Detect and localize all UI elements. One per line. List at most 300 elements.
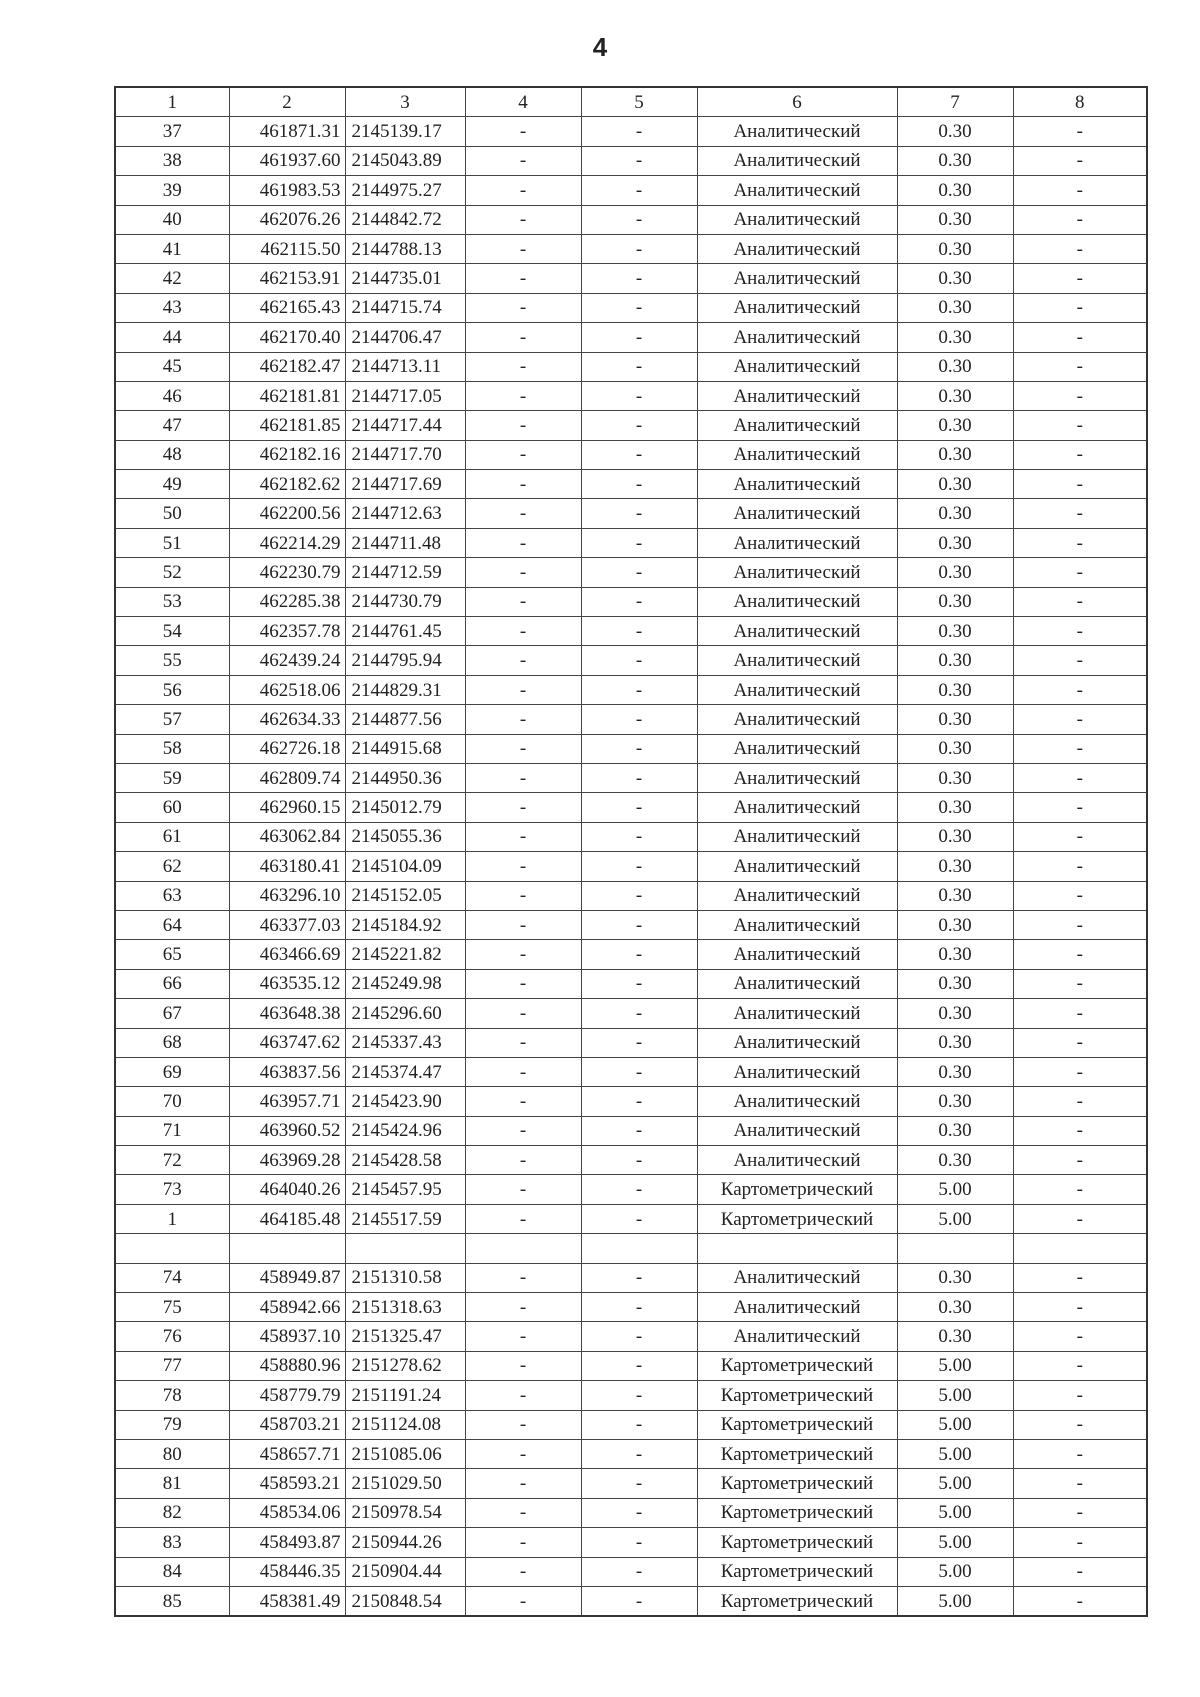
- table-cell: 2150978.54: [345, 1498, 465, 1527]
- table-row: [115, 293, 1147, 322]
- table-cell: 462182.47: [229, 352, 345, 381]
- table-row: [115, 1175, 1147, 1204]
- table-row: [115, 1293, 1147, 1322]
- table-cell: 463466.69: [229, 940, 345, 969]
- table-cell: -: [1013, 969, 1147, 998]
- table-cell: 2150904.44: [345, 1557, 465, 1586]
- table-cell: Аналитический: [697, 1146, 897, 1175]
- table-cell: 2144788.13: [345, 234, 465, 263]
- table-cell: Аналитический: [697, 381, 897, 410]
- table-row: [115, 146, 1147, 175]
- table-cell: 2151191.24: [345, 1381, 465, 1410]
- table-cell: Аналитический: [697, 1293, 897, 1322]
- table-cell: 2144706.47: [345, 323, 465, 352]
- table-cell: 2144829.31: [345, 675, 465, 704]
- table-cell: 0.30: [897, 734, 1013, 763]
- table-cell: 5.00: [897, 1204, 1013, 1233]
- table-cell: -: [1013, 1087, 1147, 1116]
- table-cell: 0.30: [897, 264, 1013, 293]
- table-cell: -: [581, 1028, 697, 1057]
- table-cell: 462439.24: [229, 646, 345, 675]
- table-cell: 0.30: [897, 528, 1013, 557]
- table-cell: 463062.84: [229, 822, 345, 851]
- table-cell: -: [465, 675, 581, 704]
- table-row: [115, 734, 1147, 763]
- table-row: [115, 1322, 1147, 1351]
- table-cell: [581, 1234, 697, 1263]
- table-cell: -: [1013, 411, 1147, 440]
- table-cell: 2145424.96: [345, 1116, 465, 1145]
- table-cell: -: [1013, 1116, 1147, 1145]
- table-cell: -: [1013, 440, 1147, 469]
- table-cell: 0.30: [897, 763, 1013, 792]
- table-cell: -: [581, 1439, 697, 1468]
- table-cell: 0.30: [897, 146, 1013, 175]
- table-cell: 0.30: [897, 881, 1013, 910]
- table-cell: [345, 1234, 465, 1263]
- table-cell: 462960.15: [229, 793, 345, 822]
- table-cell: [697, 1234, 897, 1263]
- table-row: [115, 675, 1147, 704]
- table-cell: 463837.56: [229, 1057, 345, 1086]
- table-cell: -: [465, 705, 581, 734]
- table-cell: -: [1013, 910, 1147, 939]
- table-cell: Аналитический: [697, 234, 897, 263]
- table-cell: 60: [115, 793, 229, 822]
- table-cell: 46: [115, 381, 229, 410]
- table-cell: 462181.81: [229, 381, 345, 410]
- table-cell: -: [465, 1586, 581, 1616]
- table-cell: -: [465, 1028, 581, 1057]
- table-row: [115, 528, 1147, 557]
- table-cell: 72: [115, 1146, 229, 1175]
- table-cell: 2151278.62: [345, 1351, 465, 1380]
- table-cell: -: [581, 675, 697, 704]
- table-cell: 2144712.63: [345, 499, 465, 528]
- table-cell: 462214.29: [229, 528, 345, 557]
- table-cell: 458657.71: [229, 1439, 345, 1468]
- table-cell: 0.30: [897, 1028, 1013, 1057]
- table-cell: -: [581, 940, 697, 969]
- table-cell: 58: [115, 734, 229, 763]
- table-cell: 70: [115, 1087, 229, 1116]
- table-cell: -: [581, 176, 697, 205]
- table-row: [115, 646, 1147, 675]
- table-cell: -: [465, 440, 581, 469]
- table-row: [115, 499, 1147, 528]
- table-cell: Аналитический: [697, 1087, 897, 1116]
- table-cell: 2145249.98: [345, 969, 465, 998]
- table-cell: -: [581, 1351, 697, 1380]
- table-row: [115, 470, 1147, 499]
- table-cell: -: [581, 440, 697, 469]
- table-cell: [897, 1234, 1013, 1263]
- table-row: [115, 940, 1147, 969]
- table-cell: 2145337.43: [345, 1028, 465, 1057]
- table-cell: 0.30: [897, 617, 1013, 646]
- table-cell: -: [581, 1469, 697, 1498]
- table-cell: -: [465, 1528, 581, 1557]
- table-cell: -: [465, 940, 581, 969]
- table-cell: -: [581, 499, 697, 528]
- table-cell: 461871.31: [229, 117, 345, 146]
- table-cell: 464185.48: [229, 1204, 345, 1233]
- table-cell: -: [581, 1498, 697, 1527]
- table-cell: -: [581, 763, 697, 792]
- table-cell: -: [465, 1322, 581, 1351]
- coordinates-table: [114, 86, 1148, 1617]
- table-cell: -: [1013, 146, 1147, 175]
- table-cell: 2151029.50: [345, 1469, 465, 1498]
- table-cell: 2144950.36: [345, 763, 465, 792]
- table-cell: Аналитический: [697, 1263, 897, 1292]
- table-cell: Аналитический: [697, 499, 897, 528]
- table-row: [115, 910, 1147, 939]
- table-cell: Картометрический: [697, 1351, 897, 1380]
- table-cell: 42: [115, 264, 229, 293]
- table-cell: Картометрический: [697, 1557, 897, 1586]
- table-cell: -: [1013, 763, 1147, 792]
- table-row: [115, 1498, 1147, 1527]
- table-cell: 2145139.17: [345, 117, 465, 146]
- table-cell: -: [1013, 1146, 1147, 1175]
- table-cell: -: [581, 1204, 697, 1233]
- table-cell: Аналитический: [697, 940, 897, 969]
- table-cell: 5.00: [897, 1410, 1013, 1439]
- table-cell: 57: [115, 705, 229, 734]
- table-cell: -: [465, 1146, 581, 1175]
- table-cell: Аналитический: [697, 1116, 897, 1145]
- table-cell: -: [581, 146, 697, 175]
- table-row: [115, 793, 1147, 822]
- table-cell: 2144715.74: [345, 293, 465, 322]
- table-cell: 0.30: [897, 176, 1013, 205]
- table-cell: Картометрический: [697, 1498, 897, 1527]
- table-cell: Аналитический: [697, 293, 897, 322]
- table-cell: 462182.62: [229, 470, 345, 499]
- table-cell: 67: [115, 999, 229, 1028]
- table-cell: Аналитический: [697, 999, 897, 1028]
- table-cell: 462153.91: [229, 264, 345, 293]
- table-cell: -: [1013, 558, 1147, 587]
- table-cell: 2145012.79: [345, 793, 465, 822]
- table-cell: -: [465, 646, 581, 675]
- table-cell: 2144713.11: [345, 352, 465, 381]
- table-cell: -: [1013, 646, 1147, 675]
- table-row: [115, 617, 1147, 646]
- table-row: [115, 1204, 1147, 1233]
- table-cell: 53: [115, 587, 229, 616]
- table-cell: 5.00: [897, 1498, 1013, 1527]
- table-cell: -: [581, 705, 697, 734]
- table-cell: 0.30: [897, 852, 1013, 881]
- table-cell: 2144730.79: [345, 587, 465, 616]
- table-row: [115, 1087, 1147, 1116]
- table-cell: Аналитический: [697, 323, 897, 352]
- table-cell: 2145184.92: [345, 910, 465, 939]
- table-cell: 462285.38: [229, 587, 345, 616]
- table-cell: -: [1013, 999, 1147, 1028]
- table-cell: 462200.56: [229, 499, 345, 528]
- table-cell: 463747.62: [229, 1028, 345, 1057]
- table-row: [115, 999, 1147, 1028]
- table-cell: 0.30: [897, 205, 1013, 234]
- table-cell: 55: [115, 646, 229, 675]
- table-cell: 79: [115, 1410, 229, 1439]
- table-body: [115, 87, 1147, 1616]
- table-cell: -: [1013, 940, 1147, 969]
- table-cell: 0.30: [897, 1146, 1013, 1175]
- table-row: [115, 234, 1147, 263]
- table-cell: 2151318.63: [345, 1293, 465, 1322]
- table-cell: -: [1013, 293, 1147, 322]
- table-cell: 458446.35: [229, 1557, 345, 1586]
- table-cell: Картометрический: [697, 1204, 897, 1233]
- table-cell: Аналитический: [697, 646, 897, 675]
- table-cell: 0.30: [897, 940, 1013, 969]
- table-cell: 66: [115, 969, 229, 998]
- table-cell: 56: [115, 675, 229, 704]
- table-cell: -: [581, 117, 697, 146]
- table-cell: Аналитический: [697, 617, 897, 646]
- table-cell: -: [581, 558, 697, 587]
- table-cell: Аналитический: [697, 440, 897, 469]
- table-row: [115, 1234, 1147, 1263]
- column-header: 6: [697, 87, 897, 117]
- table-cell: 5.00: [897, 1351, 1013, 1380]
- table-cell: 0.30: [897, 969, 1013, 998]
- table-cell: 463296.10: [229, 881, 345, 910]
- table-cell: Картометрический: [697, 1410, 897, 1439]
- table-cell: 44: [115, 323, 229, 352]
- table-cell: Аналитический: [697, 969, 897, 998]
- table-cell: Аналитический: [697, 587, 897, 616]
- table-cell: 0.30: [897, 352, 1013, 381]
- table-cell: -: [465, 910, 581, 939]
- table-cell: 461983.53: [229, 176, 345, 205]
- table-cell: 2144717.05: [345, 381, 465, 410]
- table-cell: -: [465, 1381, 581, 1410]
- table-cell: -: [1013, 381, 1147, 410]
- table-cell: -: [1013, 822, 1147, 851]
- table-row: [115, 1146, 1147, 1175]
- column-header: 5: [581, 87, 697, 117]
- table-cell: 462115.50: [229, 234, 345, 263]
- table-cell: 2145043.89: [345, 146, 465, 175]
- table-cell: -: [581, 1057, 697, 1086]
- table-cell: 5.00: [897, 1528, 1013, 1557]
- table-cell: -: [581, 793, 697, 822]
- table-cell: 5.00: [897, 1586, 1013, 1616]
- table-cell: 462357.78: [229, 617, 345, 646]
- table-cell: -: [465, 1469, 581, 1498]
- table-cell: Аналитический: [697, 705, 897, 734]
- table-cell: -: [1013, 470, 1147, 499]
- table-cell: 2144711.48: [345, 528, 465, 557]
- table-row: [115, 852, 1147, 881]
- table-cell: -: [1013, 1410, 1147, 1439]
- table-cell: -: [1013, 528, 1147, 557]
- table-cell: 84: [115, 1557, 229, 1586]
- table-cell: 2145296.60: [345, 999, 465, 1028]
- table-cell: Аналитический: [697, 852, 897, 881]
- table-row: [115, 323, 1147, 352]
- table-cell: -: [465, 1439, 581, 1468]
- table-cell: Аналитический: [697, 1028, 897, 1057]
- table-cell: 0.30: [897, 587, 1013, 616]
- table-cell: -: [465, 411, 581, 440]
- table-cell: -: [581, 234, 697, 263]
- table-cell: 73: [115, 1175, 229, 1204]
- table-cell: -: [465, 381, 581, 410]
- table-cell: 43: [115, 293, 229, 322]
- table-cell: 462230.79: [229, 558, 345, 587]
- table-cell: -: [465, 146, 581, 175]
- table-cell: 458949.87: [229, 1263, 345, 1292]
- table-cell: 63: [115, 881, 229, 910]
- table-cell: 0.30: [897, 999, 1013, 1028]
- table-cell: -: [1013, 1528, 1147, 1557]
- table-cell: -: [581, 587, 697, 616]
- table-cell: Аналитический: [697, 528, 897, 557]
- table-row: [115, 1116, 1147, 1145]
- table-cell: -: [465, 1204, 581, 1233]
- table-cell: 2150848.54: [345, 1586, 465, 1616]
- table-cell: 2145221.82: [345, 940, 465, 969]
- table-cell: -: [581, 1528, 697, 1557]
- table-cell: -: [465, 793, 581, 822]
- table-cell: -: [581, 734, 697, 763]
- table-cell: 0.30: [897, 234, 1013, 263]
- table-cell: 462634.33: [229, 705, 345, 734]
- table-cell: -: [1013, 675, 1147, 704]
- table-cell: -: [1013, 1381, 1147, 1410]
- table-cell: Аналитический: [697, 117, 897, 146]
- table-cell: 2145152.05: [345, 881, 465, 910]
- table-cell: 2144761.45: [345, 617, 465, 646]
- table-cell: -: [1013, 323, 1147, 352]
- table-cell: -: [1013, 705, 1147, 734]
- table-cell: -: [581, 1322, 697, 1351]
- table-cell: 462181.85: [229, 411, 345, 440]
- table-cell: 5.00: [897, 1469, 1013, 1498]
- table-cell: -: [1013, 205, 1147, 234]
- table-cell: 37: [115, 117, 229, 146]
- table-cell: -: [581, 264, 697, 293]
- table-cell: 40: [115, 205, 229, 234]
- table-cell: 458942.66: [229, 1293, 345, 1322]
- table-row: [115, 1263, 1147, 1292]
- table-row: [115, 264, 1147, 293]
- table-cell: 47: [115, 411, 229, 440]
- table-cell: 0.30: [897, 793, 1013, 822]
- table-cell: 74: [115, 1263, 229, 1292]
- table-cell: 458381.49: [229, 1586, 345, 1616]
- table-row: [115, 881, 1147, 910]
- column-header: 8: [1013, 87, 1147, 117]
- table-cell: 2144975.27: [345, 176, 465, 205]
- table-row: [115, 205, 1147, 234]
- table-row: [115, 763, 1147, 792]
- table-cell: 0.30: [897, 675, 1013, 704]
- table-cell: 2150944.26: [345, 1528, 465, 1557]
- table-cell: -: [581, 617, 697, 646]
- table-row: [115, 381, 1147, 410]
- table-cell: -: [1013, 264, 1147, 293]
- table-cell: 458534.06: [229, 1498, 345, 1527]
- table-cell: 2145055.36: [345, 822, 465, 851]
- table-cell: Аналитический: [697, 411, 897, 440]
- table-cell: -: [581, 1146, 697, 1175]
- table-cell: 0.30: [897, 411, 1013, 440]
- table-cell: -: [465, 1293, 581, 1322]
- column-header: 2: [229, 87, 345, 117]
- column-header: 4: [465, 87, 581, 117]
- table-cell: -: [465, 1351, 581, 1380]
- page-number: 4: [592, 32, 608, 62]
- table-cell: Картометрический: [697, 1586, 897, 1616]
- table-cell: 81: [115, 1469, 229, 1498]
- table-cell: 462726.18: [229, 734, 345, 763]
- table-row: [115, 1528, 1147, 1557]
- table-cell: 62: [115, 852, 229, 881]
- table-cell: 2145517.59: [345, 1204, 465, 1233]
- table-cell: 2144717.70: [345, 440, 465, 469]
- table-cell: 0.30: [897, 705, 1013, 734]
- table-cell: 41: [115, 234, 229, 263]
- table-cell: 68: [115, 1028, 229, 1057]
- table-cell: -: [581, 1263, 697, 1292]
- table-cell: -: [465, 264, 581, 293]
- table-row: [115, 352, 1147, 381]
- table-cell: 458493.87: [229, 1528, 345, 1557]
- table-cell: 463377.03: [229, 910, 345, 939]
- table-cell: 458880.96: [229, 1351, 345, 1380]
- table-cell: -: [581, 999, 697, 1028]
- table-cell: [465, 1234, 581, 1263]
- table-header-row: [115, 87, 1147, 117]
- table-row: [115, 1557, 1147, 1586]
- table-cell: 71: [115, 1116, 229, 1145]
- table-cell: -: [1013, 234, 1147, 263]
- table-cell: -: [581, 852, 697, 881]
- table-cell: 0.30: [897, 1322, 1013, 1351]
- table-cell: -: [1013, 617, 1147, 646]
- table-cell: 0.30: [897, 470, 1013, 499]
- table-cell: -: [581, 323, 697, 352]
- table-cell: -: [1013, 352, 1147, 381]
- table-cell: Аналитический: [697, 734, 897, 763]
- table-cell: -: [581, 1586, 697, 1616]
- table-cell: -: [465, 1087, 581, 1116]
- table-cell: -: [465, 323, 581, 352]
- table-cell: -: [465, 617, 581, 646]
- table-cell: 0.30: [897, 323, 1013, 352]
- table-cell: -: [1013, 1175, 1147, 1204]
- table-cell: -: [581, 822, 697, 851]
- table-cell: -: [1013, 1498, 1147, 1527]
- table-cell: 75: [115, 1293, 229, 1322]
- table-cell: -: [1013, 881, 1147, 910]
- column-header: 7: [897, 87, 1013, 117]
- table-cell: 0.30: [897, 646, 1013, 675]
- table-cell: 38: [115, 146, 229, 175]
- table-cell: 463648.38: [229, 999, 345, 1028]
- table-cell: 0.30: [897, 1293, 1013, 1322]
- table-row: [115, 1057, 1147, 1086]
- table-cell: 65: [115, 940, 229, 969]
- table-cell: 2145457.95: [345, 1175, 465, 1204]
